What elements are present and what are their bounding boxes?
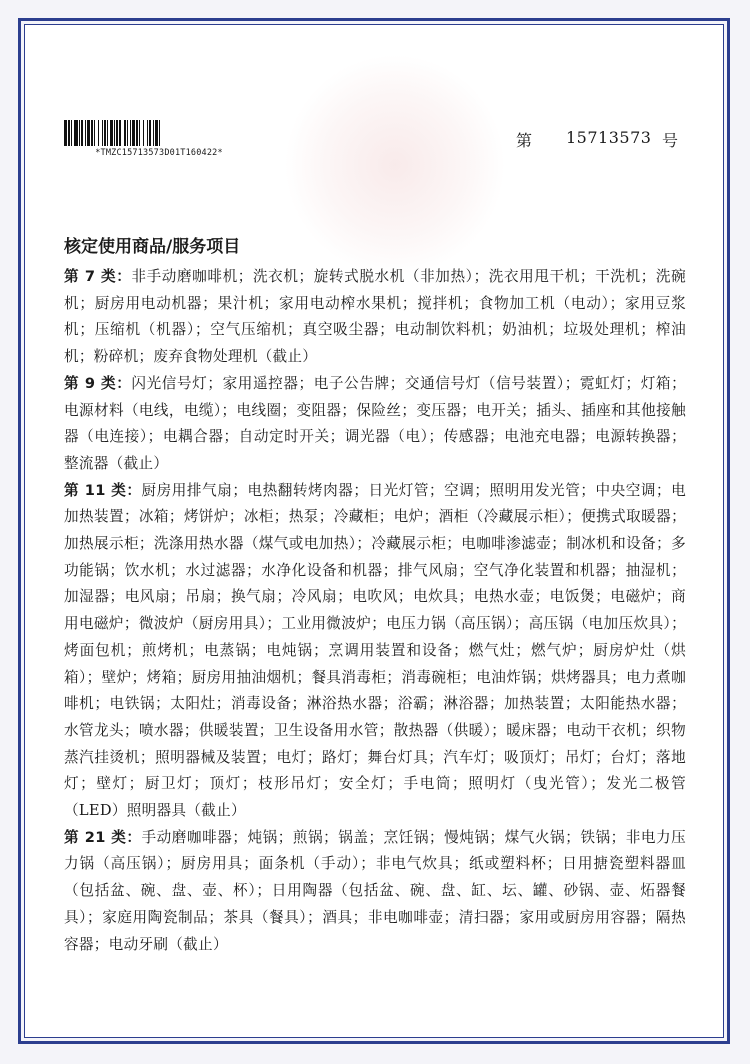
class-paragraph <box>64 264 686 371</box>
class-items: 手动磨咖啡器；炖锅；煎锅；锅盖；烹饪锅；慢炖锅；煤气火锅；铁锅；非电力压力锅（高压锅）；厨房用具；面条机（手动）；非电气炊具；纸或塑料杯；日用搪瓷塑料器皿（包括盆、碗、盘、壶、杯）；日用陶器（包括盆、碗、盘、缸、坛、罐、砂锅、壶、炻器餐具）；家庭用陶瓷制品；茶具（餐具）；酒具；非电咖啡壶；清扫器；家用或厨房用容器；隔热容器；电动牙刷（截止） <box>64 828 686 953</box>
registration-number <box>516 128 678 151</box>
barcode <box>64 120 254 146</box>
class-label: 第 11 类： <box>64 481 142 499</box>
goods-services-list <box>64 264 686 958</box>
class-items: 厨房用排气扇；电热翻转烤肉器；日光灯管；空调；照明用发光管；中央空调；电加热装置；冰箱；烤饼炉；冰柜；热泵；冷藏柜；电炉；酒柜（冷藏展示柜）；便携式取暖器；加热展示柜；洗涤用热水器（煤气或电加热）；冷藏展示柜；电咖啡渗滤壶；制冰机和设备；多功能锅；饮水机；水过滤器；水净化设备和机器；排气风扇；空气净化装置和机器；抽湿机；加湿器；电风扇；吊扇；换气扇；冷风扇；电吹风；电炊具；电热水壶；电饭煲；电磁炉；商用电磁炉；微波炉（厨房用具）；工业用微波炉；电压力锅（高压锅）；高压锅（电加压炊具）；烤面包机；煎烤机；电蒸锅；电炖锅；烹调用装置和设备；燃气灶；燃气炉；厨房炉灶（烘箱）；壁炉；烤箱；厨房用抽油烟机；餐具消毒柜；消毒碗柜；电油炸锅；烘烤器具；电力煮咖啡机；电铁锅；太阳灶；消毒设备；淋浴热水器；浴霸；淋浴器；加热装置；太阳能热水器；水管龙头；喷水器；供暖装置；卫生设备用水管；散热器（供暖）；暖床器；电动干衣机；织物蒸汽挂烫机；照明器械及装置；电灯；路灯；舞台灯具；汽车灯；吸顶灯；吊灯；台灯；落地灯；壁灯；厨卫灯；顶灯；枝形吊灯；安全灯；手电筒；照明灯（曳光管）；发光二极管（LED）照明器具（截止） <box>64 481 686 820</box>
barcode-bar <box>160 120 162 146</box>
registration-suffix: 号 <box>662 131 679 150</box>
class-items: 闪光信号灯；家用遥控器；电子公告牌；交通信号灯（信号装置）；霓虹灯；灯箱；电源材料（电线，电缆）；电线圈；变阻器；保险丝；变压器；电开关；插头、插座和其他接触器（电连接）；电耦合器；自动定时开关；调光器（电）；传感器；电池充电器；电源转换器；整流器（截止） <box>64 374 686 472</box>
class-label: 第 7 类： <box>64 268 132 285</box>
registration-number-value: 15713573 <box>566 128 652 147</box>
class-label: 第 9 类： <box>64 374 132 392</box>
class-paragraph <box>64 825 686 959</box>
barcode-text: *TMZC15713573D01T160422* <box>95 148 223 158</box>
class-label: 第 21 类： <box>64 828 142 846</box>
section-title: 核定使用商品/服务项目 <box>64 237 241 257</box>
barcode-block <box>64 120 254 158</box>
class-paragraph <box>64 371 686 478</box>
registration-prefix: 第 <box>516 131 533 150</box>
class-items: 非手动磨咖啡机；洗衣机；旋转式脱水机（非加热）；洗衣用甩干机；干洗机；洗碗机；厨房用电动机器；果汁机；家用电动榨水果机；搅拌机；食物加工机（电动）；家用豆浆机；压缩机（机器）；空气压缩机；真空吸尘器；电动制饮料机；奶油机；垃圾处理机；榨油机；粉碎机；废弃食物处理机（截止） <box>64 268 686 366</box>
class-paragraph <box>64 478 686 825</box>
